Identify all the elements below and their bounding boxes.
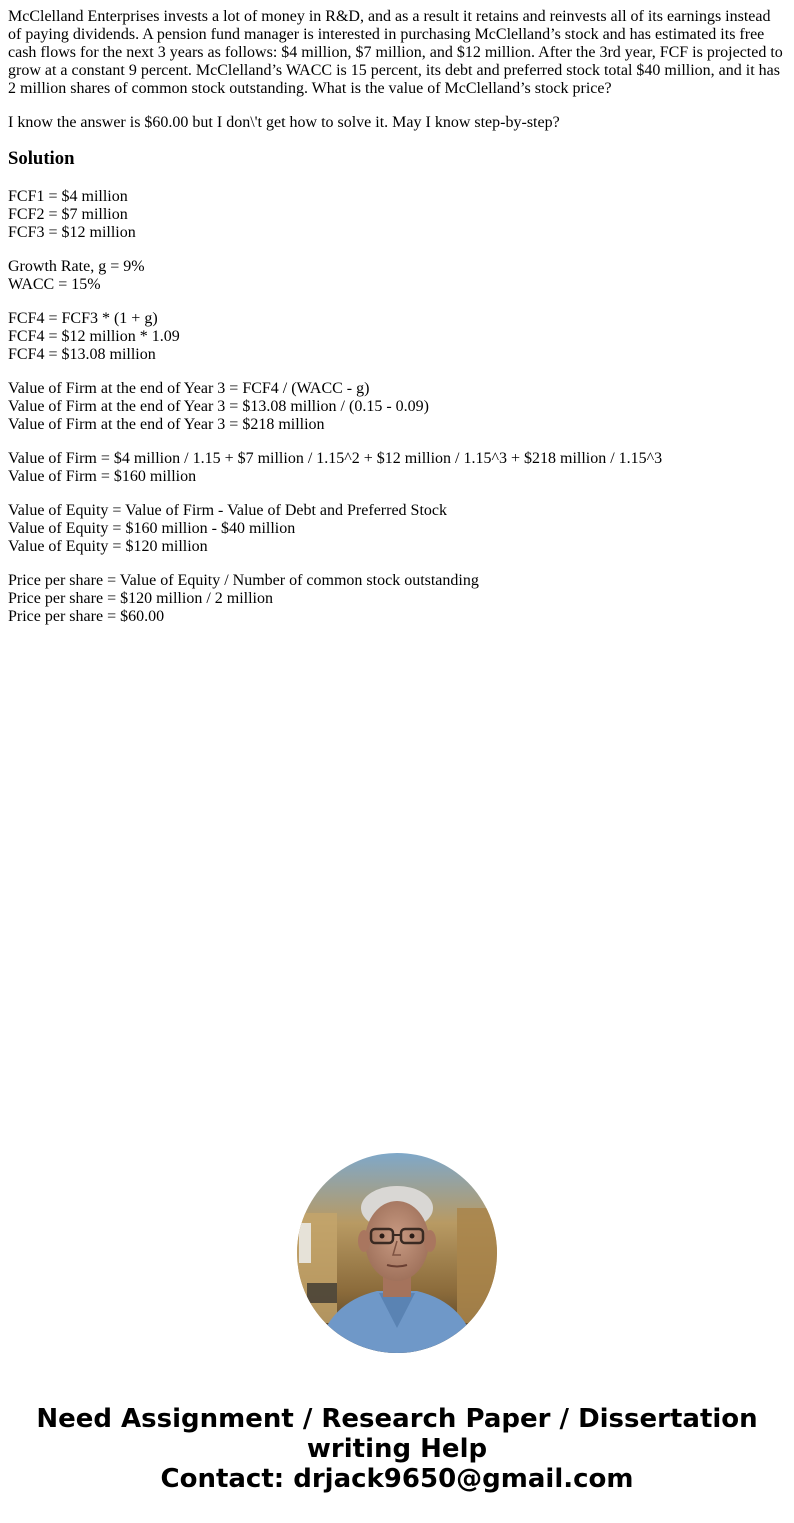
- solution-line: FCF1 = $4 million: [8, 188, 128, 205]
- solution-paragraph-share-price: [8, 572, 786, 626]
- document-content: [8, 8, 786, 642]
- solution-paragraph-cash-flows: [8, 188, 786, 242]
- question-followup: I know the answer is $60.00 but I don\'t get how to solve it. May I know step-by-step?: [8, 114, 560, 131]
- solution-line: WACC = 15%: [8, 276, 101, 293]
- author-avatar: [297, 1153, 497, 1353]
- solution-paragraph-rates: [8, 258, 786, 294]
- solution-line: Price per share = Value of Equity / Number of common stock outstanding: [8, 572, 479, 589]
- solution-paragraph-firm-value: [8, 450, 786, 486]
- solution-line: FCF4 = $12 million * 1.09: [8, 328, 180, 345]
- solution-line: FCF4 = $13.08 million: [8, 346, 156, 363]
- solution-heading: Solution: [8, 148, 75, 169]
- question-text: McClelland Enterprises invests a lot of money in R&D, and as a result it retains and reinvests all of its earnings instead of paying dividends. A pension fund manager is interested in purchasing McClelland’s stock and has estimated its free cash flows for the next 3 years as follows: $4 million, $7 million, and $12 million. After the 3rd year, FCF is projected to grow at a constant 9 percent. McClelland’s WACC is 15 percent, its debt and preferred stock total $40 million, and it has 2 million shares of common stock outstanding. What is the value of McClelland’s stock price?: [8, 8, 783, 97]
- banner-line-assignment: Need Assignment / Research Paper / Dissertation: [36, 1404, 758, 1434]
- solution-line: Price per share = $120 million / 2 million: [8, 590, 273, 607]
- contact-banner: [0, 1404, 794, 1494]
- solution-line: Value of Firm at the end of Year 3 = $13.08 million / (0.15 - 0.09): [8, 398, 429, 415]
- author-portrait-image: [297, 1153, 497, 1353]
- solution-paragraph-terminal-value: [8, 380, 786, 434]
- solution-line: Value of Firm = $4 million / 1.15 + $7 million / 1.15^2 + $12 million / 1.15^3 + $218 million / 1.15^3: [8, 450, 663, 467]
- solution-line: Value of Firm = $160 million: [8, 468, 197, 485]
- solution-line: FCF2 = $7 million: [8, 206, 128, 223]
- solution-line: FCF3 = $12 million: [8, 224, 136, 241]
- solution-line: Growth Rate, g = 9%: [8, 258, 145, 275]
- banner-line-contact: Contact: drjack9650@gmail.com: [160, 1464, 634, 1494]
- solution-paragraph-equity-value: [8, 502, 786, 556]
- solution-line: Value of Equity = Value of Firm - Value of Debt and Preferred Stock: [8, 502, 447, 519]
- solution-paragraph-fcf4: [8, 310, 786, 364]
- solution-line: Value of Firm at the end of Year 3 = FCF4 / (WACC - g): [8, 380, 370, 397]
- solution-line: Value of Equity = $160 million - $40 million: [8, 520, 296, 537]
- solution-line: Price per share = $60.00: [8, 608, 165, 625]
- solution-line: Value of Firm at the end of Year 3 = $218 million: [8, 416, 325, 433]
- banner-line-help: writing Help: [306, 1434, 488, 1464]
- solution-line: Value of Equity = $120 million: [8, 538, 208, 555]
- solution-line: FCF4 = FCF3 * (1 + g): [8, 310, 158, 327]
